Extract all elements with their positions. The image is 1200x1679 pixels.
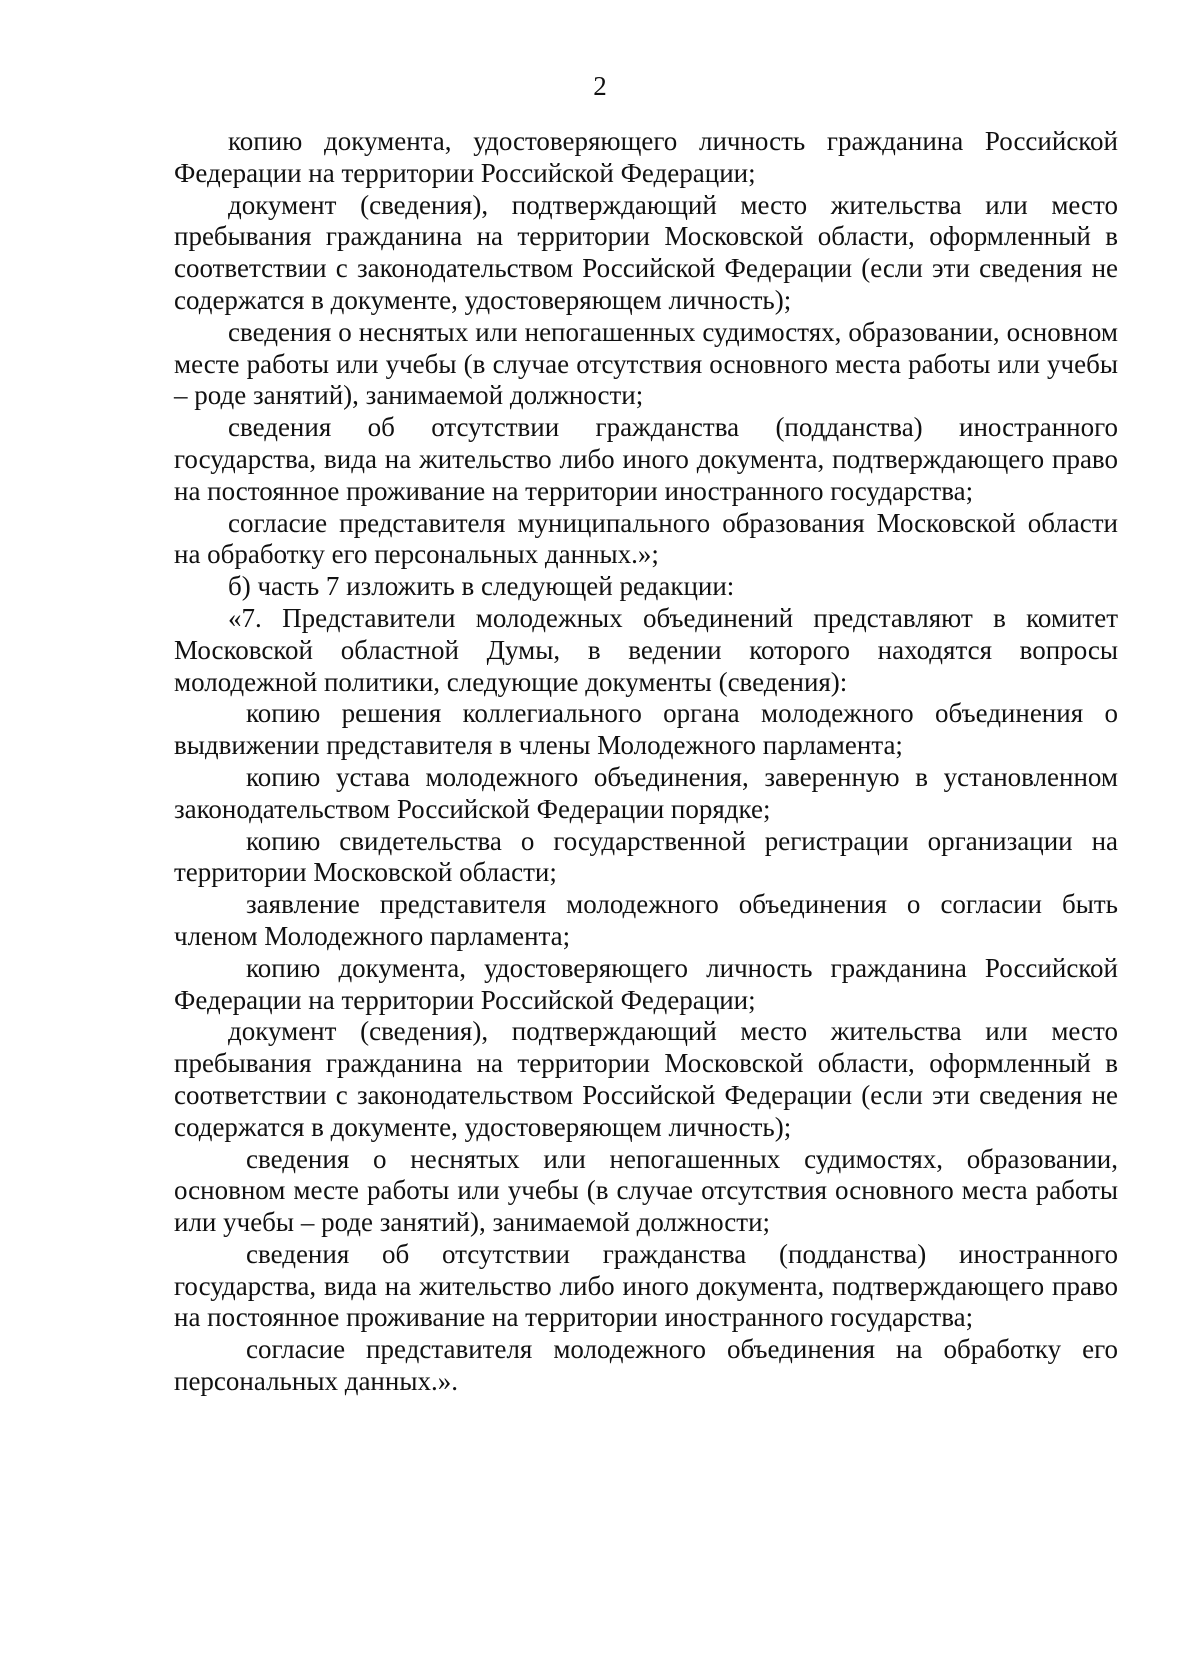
document-body <box>174 126 1118 1398</box>
paragraph-copy-id-document-2: копию документа, удостоверяющего личность гражданина Российской Федерации на территории Российской Федерации; <box>174 952 1118 1015</box>
paragraph-criminal-record-info-2: сведения о неснятых или непогашенных судимостях, образовании, основном месте работы или учебы (в случае отсутствия основного места работы или учебы – роде занятий), занимаемой должности; <box>174 1143 1118 1238</box>
paragraph-no-foreign-citizenship-2: сведения об отсутствии гражданства (подданства) иностранного государства, вида на жительство либо иного документа, подтверждающего право на постоянное проживание на территории иностранного государства; <box>174 1238 1118 1333</box>
paragraph-residence-document-1: документ (сведения), подтверждающий место жительства или место пребывания гражданина на территории Московской области, оформленный в соответствии с законодательством Российской Федерации (если эти сведения не содержатся в документе, удостоверяющем личность); <box>174 189 1118 315</box>
paragraph-no-foreign-citizenship-1: сведения об отсутствии гражданства (подданства) иностранного государства, вида на жительство либо иного документа, подтверждающего право на постоянное проживание на территории иностранного государства; <box>174 412 1118 506</box>
paragraph-copy-id-document-1: копию документа, удостоверяющего личность гражданина Российской Федерации на территории Российской Федерации; <box>174 126 1118 188</box>
paragraph-part-7-heading: б) часть 7 изложить в следующей редакции: <box>228 571 735 602</box>
paragraph-charter-copy: копию устава молодежного объединения, заверенную в установленном законодательством Российской Федерации порядке; <box>174 761 1118 824</box>
paragraph-part-7-intro: «7. Представители молодежных объединений представляют в комитет Московской областной Думы, в ведении которого находятся вопросы молодежной политики, следующие документы (сведения): <box>174 602 1118 697</box>
paragraph-collegial-decision: копию решения коллегиального органа молодежного объединения о выдвижении представителя в члены Молодежного парламента; <box>174 698 1118 761</box>
page-number: 2 <box>593 71 607 101</box>
paragraph-membership-statement: заявление представителя молодежного объединения о согласии быть членом Молодежного парламента; <box>174 889 1118 951</box>
paragraph-registration-certificate: копию свидетельства о государственной регистрации организации на территории Московской области; <box>174 825 1118 888</box>
paragraph-youth-association-consent: согласие представителя молодежного объединения на обработку его персональных данных.». <box>174 1334 1118 1397</box>
paragraph-residence-document-2: документ (сведения), подтверждающий место жительства или место пребывания гражданина на территории Московской области, оформленный в соответствии с законодательством Российской Федерации (если эти сведения не содержатся в документе, удостоверяющем личность); <box>174 1016 1118 1142</box>
paragraph-criminal-record-info-1: сведения о неснятых или непогашенных судимостях, образовании, основном месте работы или учебы (в случае отсутствия основного места работы или учебы – роде занятий), занимаемой должности; <box>174 316 1118 411</box>
paragraph-municipal-consent: согласие представителя муниципального образования Московской области на обработку его персональных данных.»; <box>174 507 1118 570</box>
